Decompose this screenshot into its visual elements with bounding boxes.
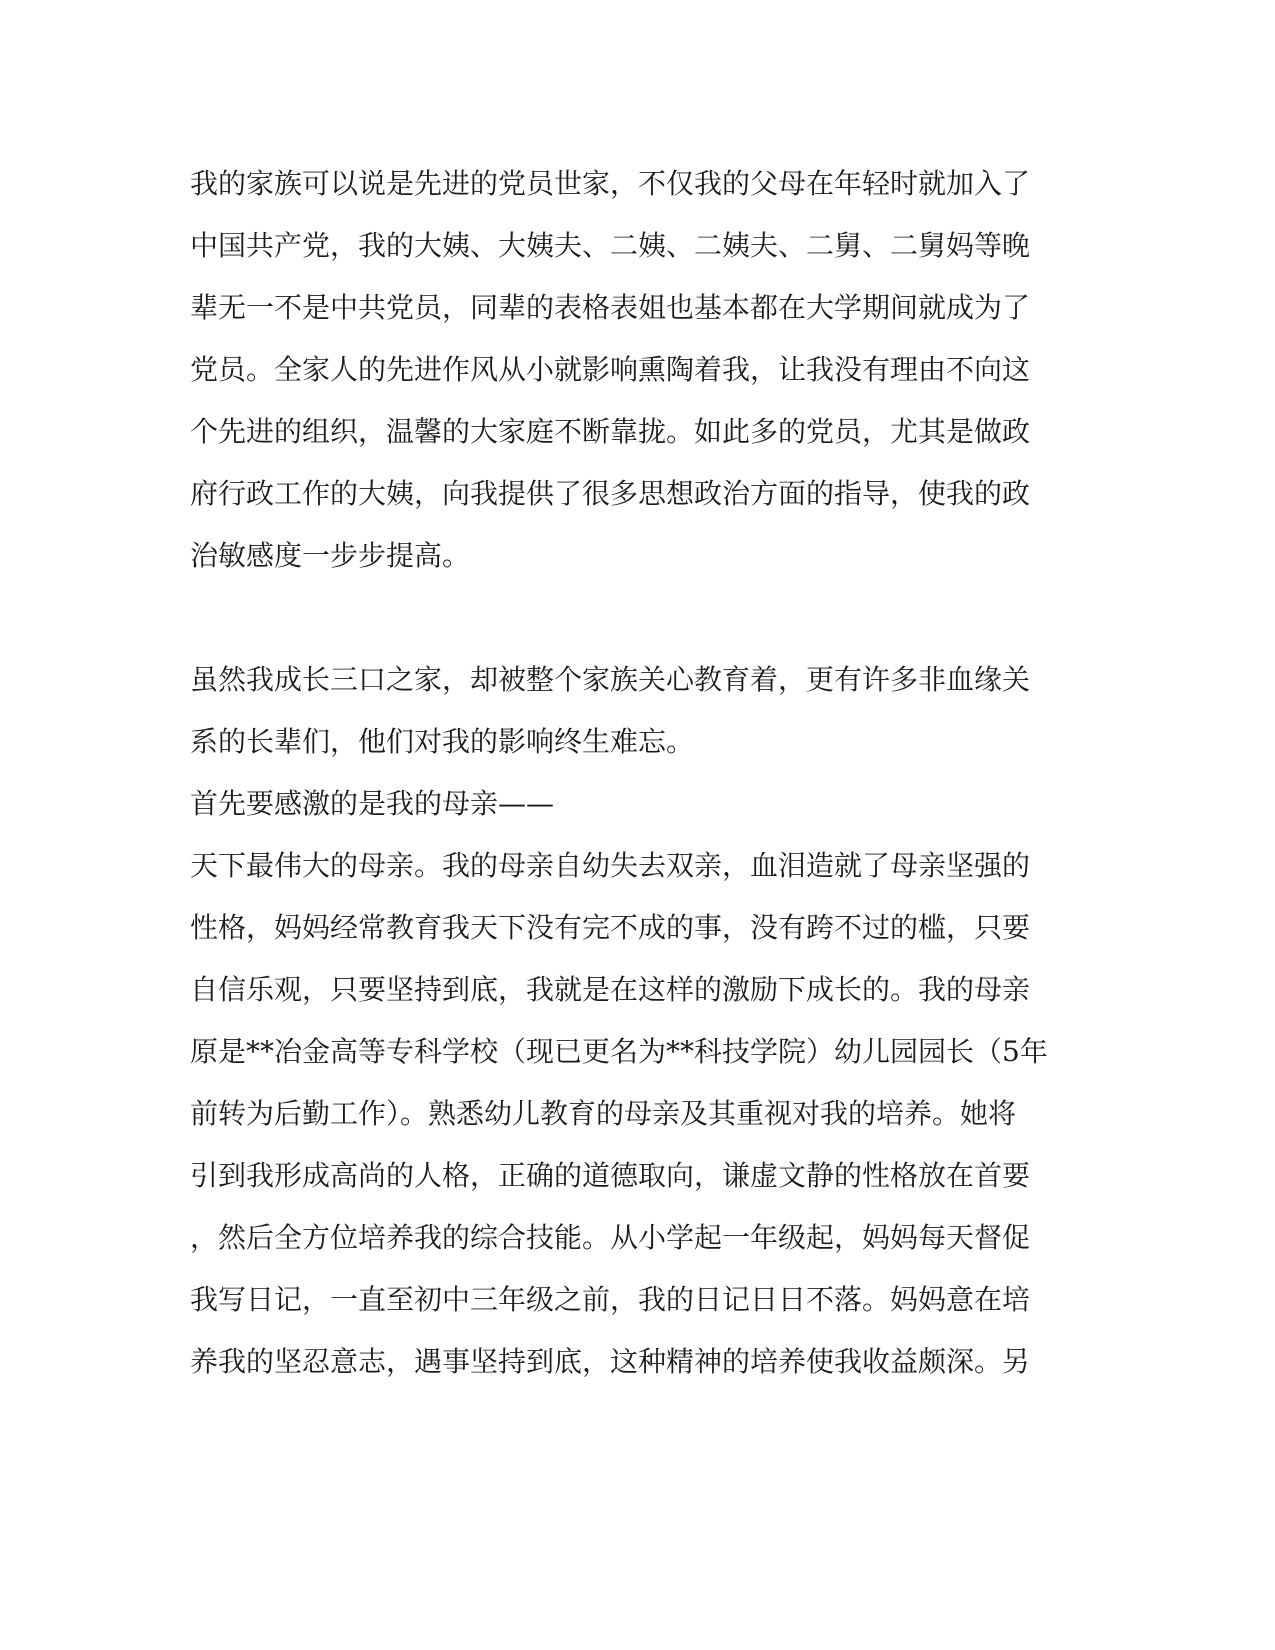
text-line: 我写日记，一直至初中三年级之前，我的日记日日不落。妈妈意在培 xyxy=(190,1283,1031,1316)
text-line: 前转为后勤工作）。熟悉幼儿教育的母亲及其重视对我的培养。她将 xyxy=(190,1097,1017,1130)
text-line: 自信乐观，只要坚持到底，我就是在这样的激励下成长的。我的母亲 xyxy=(190,973,1031,1006)
text-line: 原是**冶金高等专科学校（现已更名为**科技学院）幼儿园园长（5年 xyxy=(190,1035,1048,1068)
text-line: 首先要感激的是我的母亲—— xyxy=(190,787,555,820)
text-line: 中国共产党，我的大姨、大姨夫、二姨、二姨夫、二舅、二舅妈等晚 xyxy=(190,229,1031,262)
text-line: 党员。全家人的先进作风从小就影响熏陶着我，让我没有理由不向这 xyxy=(190,353,1031,386)
text-line: 府行政工作的大姨，向我提供了很多思想政治方面的指导，使我的政 xyxy=(190,477,1031,510)
text-line: 我的家族可以说是先进的党员世家，不仅我的父母在年轻时就加入了 xyxy=(190,167,1031,200)
text-line: 虽然我成长三口之家，却被整个家族关心教育着，更有许多非血缘关 xyxy=(190,663,1031,696)
text-line: 个先进的组织，温馨的大家庭不断靠拢。如此多的党员，尤其是做政 xyxy=(190,415,1031,448)
text-line: 天下最伟大的母亲。我的母亲自幼失去双亲，血泪造就了母亲坚强的 xyxy=(190,849,1031,882)
text-line: 性格，妈妈经常教育我天下没有完不成的事，没有跨不过的槛，只要 xyxy=(190,911,1031,944)
text-line: ，然后全方位培养我的综合技能。从小学起一年级起，妈妈每天督促 xyxy=(190,1221,1031,1254)
text-line: 辈无一不是中共党员，同辈的表格表姐也基本都在大学期间就成为了 xyxy=(190,291,1031,324)
text-line: 引到我形成高尚的人格，正确的道德取向，谦虚文静的性格放在首要 xyxy=(190,1159,1031,1192)
text-line: 系的长辈们，他们对我的影响终生难忘。 xyxy=(190,725,695,758)
text-line: 治敏感度一步步提高。 xyxy=(190,539,471,572)
text-line: 养我的坚忍意志，遇事坚持到底，这种精神的培养使我收益颇深。另 xyxy=(190,1345,1031,1378)
